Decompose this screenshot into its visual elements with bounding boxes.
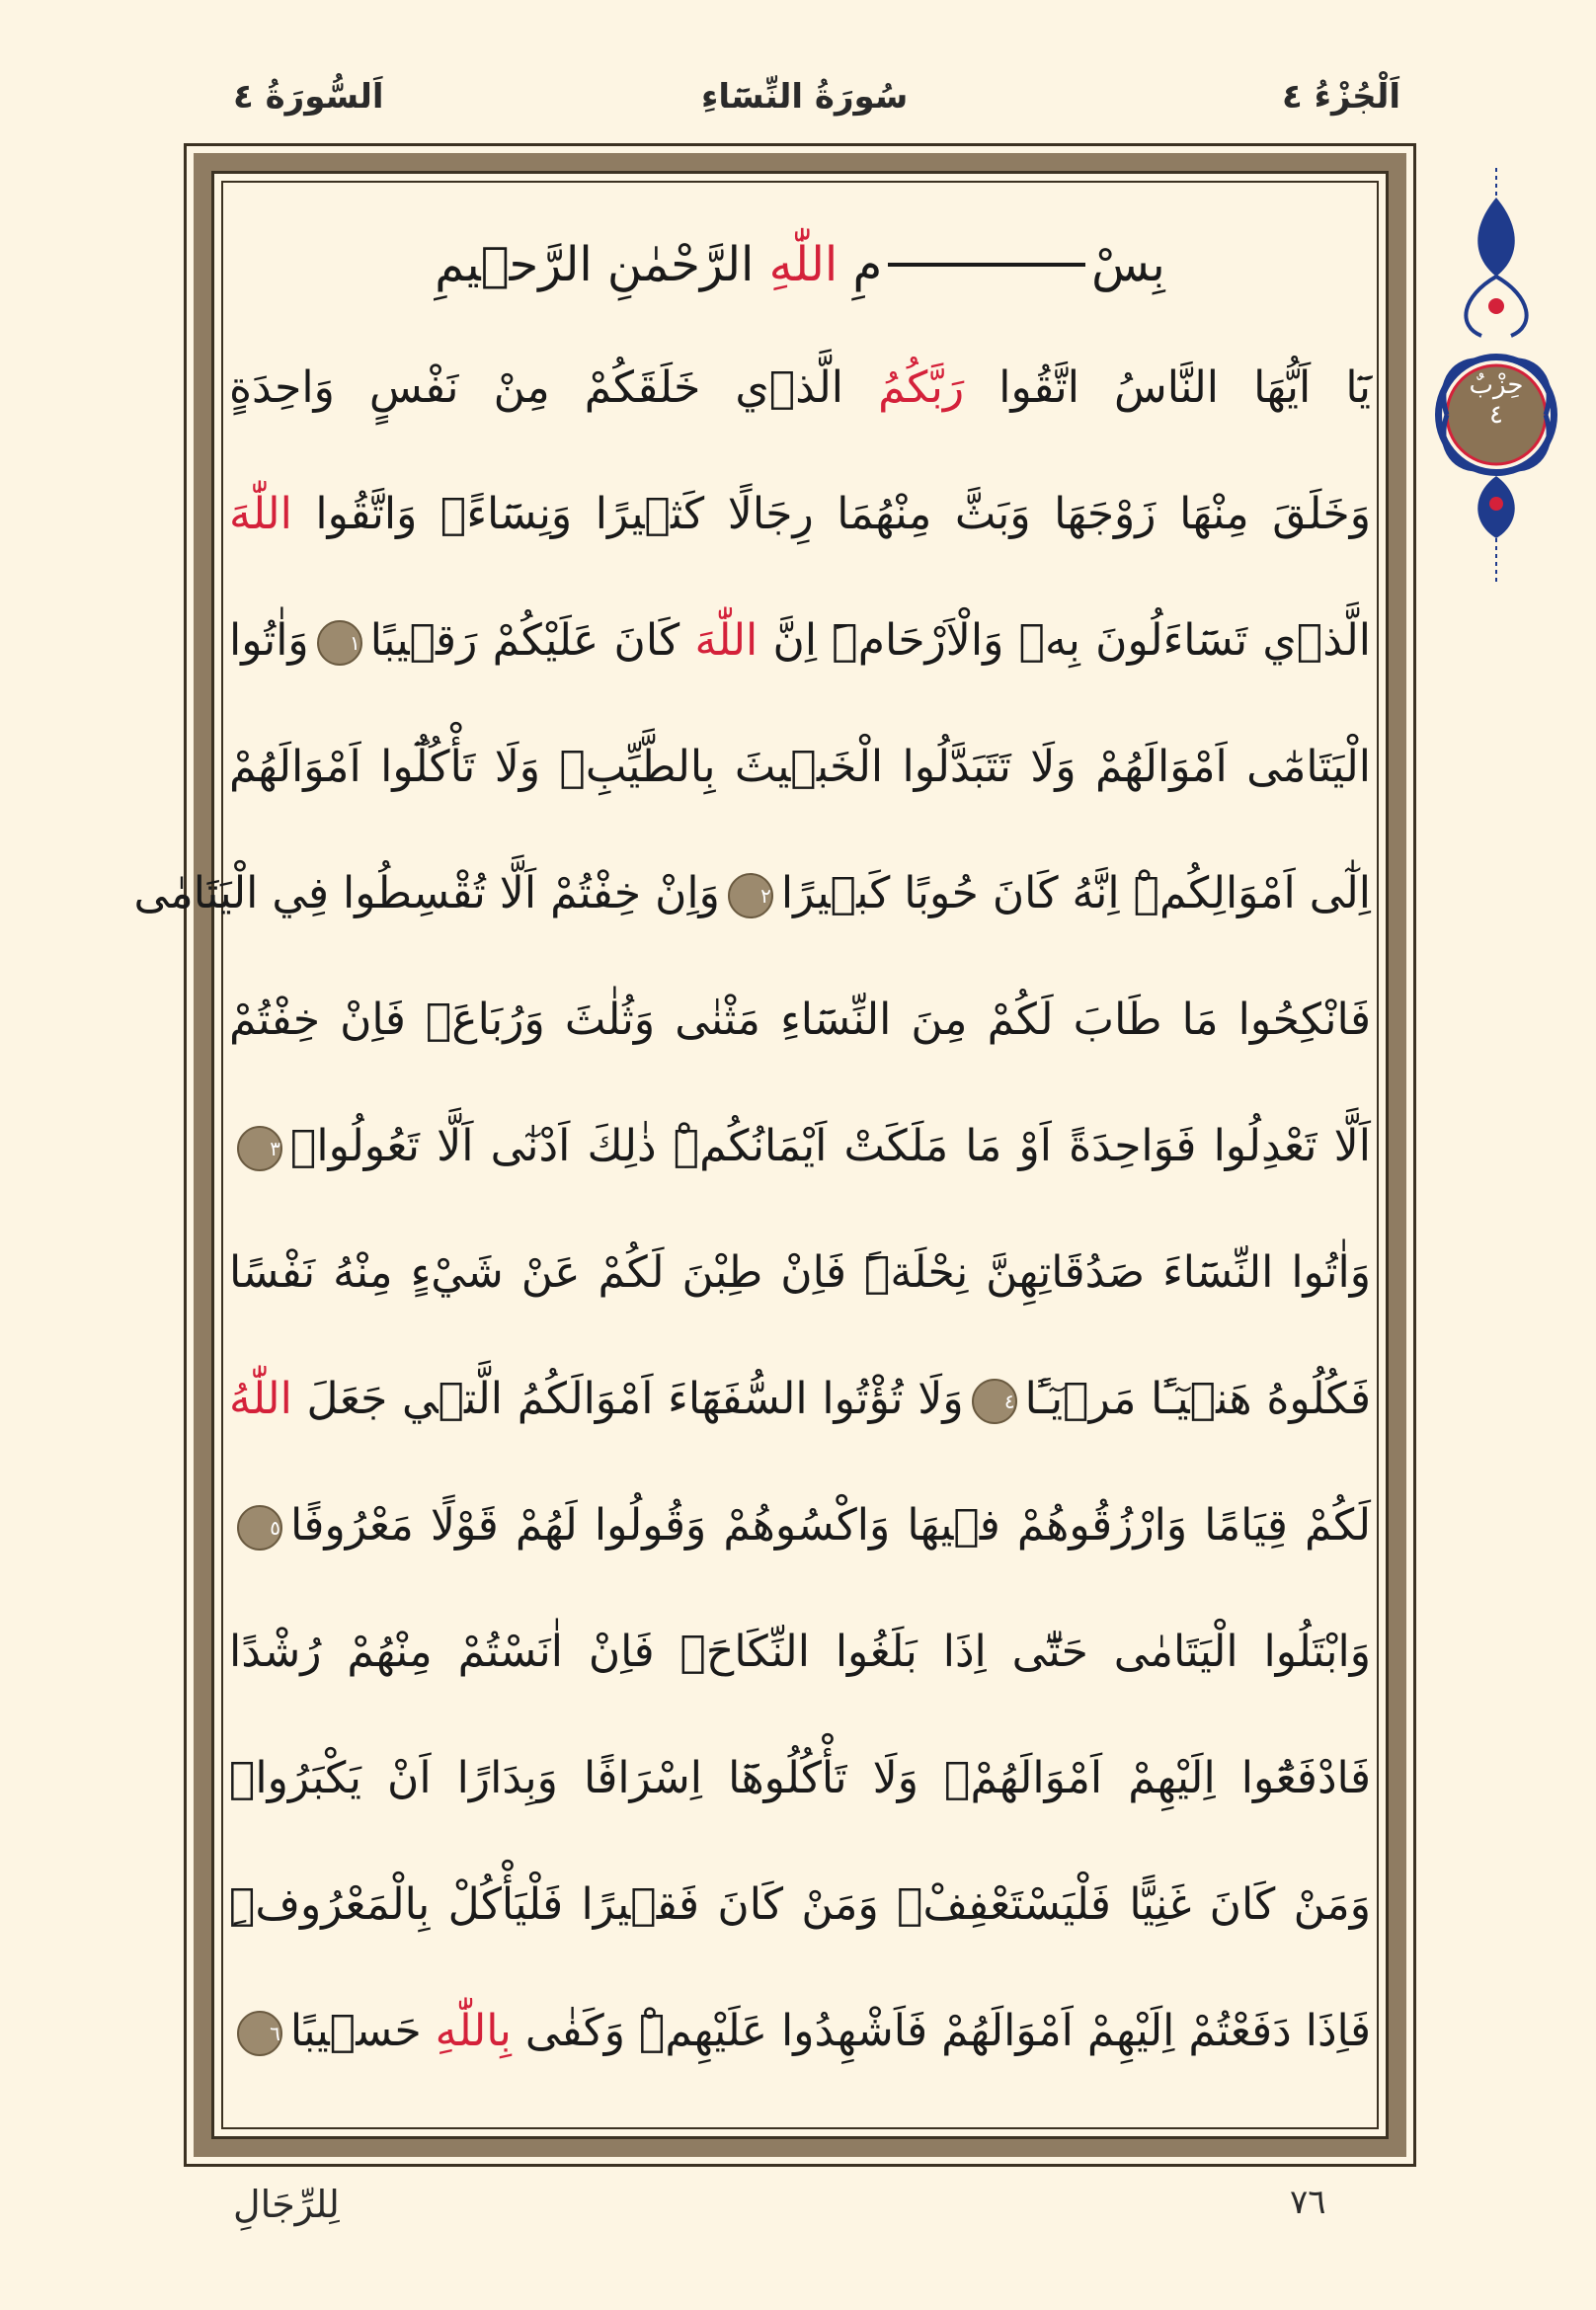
verse-text: اِلٰٓى اَمْوَالِكُمْۜ اِنَّهُ كَانَ حُوبًا كَب۪يرًا: [780, 867, 1371, 918]
basmala-line: [229, 203, 1371, 326]
catchword: لِلرِّجَالِ: [233, 2183, 340, 2226]
verse-text: حَس۪يبًا: [289, 2005, 436, 2056]
divine-name: اللّٰهَ: [694, 614, 758, 666]
verse-text: فَانْكِحُوا مَا طَابَ لَكُمْ مِنَ النِّسَٓاءِ مَثْنٰى وَثُلٰثَ وَرُبَاعَۚ فَاِنْ خِفْتُمْ: [229, 994, 1371, 1045]
divine-name: بِاللّٰهِ: [435, 2005, 512, 2056]
verse-line: [229, 705, 1371, 828]
basmala-part3: الرَّحْمٰنِ الرَّح۪يمِ: [435, 237, 755, 292]
verse-text: وَمَنْ كَانَ غَنِيًّا فَلْيَسْتَعْفِفْۚ وَمَنْ كَانَ فَق۪يرًا فَلْيَأْكُلْ بِالْمَعْرُوفِۜ: [229, 1878, 1371, 1930]
basmala-part1: بِسْ: [1091, 237, 1165, 292]
verse-text: فَاِذَا دَفَعْتُمْ اِلَيْهِمْ اَمْوَالَهُمْ فَاَشْهِدُوا عَلَيْهِمْۜ وَكَفٰى: [511, 2005, 1371, 2056]
basmala-part2: مِ: [852, 237, 883, 292]
ayah-number-marker: ٥: [237, 1505, 282, 1551]
basmala-stroke: [888, 263, 1085, 267]
verse-line: [229, 958, 1371, 1080]
verse-line: [229, 1211, 1371, 1333]
verse-line: [229, 1337, 1371, 1460]
ayah-number-marker: ٤: [972, 1379, 1017, 1424]
verse-line-text: [229, 995, 1371, 1045]
hizb-label-text: حِزْبٌ: [1469, 370, 1524, 400]
verse-text: فَكُلُوهُ هَن۪يٓـًٔا مَر۪يٓـًٔا: [1024, 1373, 1371, 1424]
ayah-number-marker: ٣: [237, 1126, 282, 1171]
juz-label: اَلْجُزْءُ ٤: [1282, 77, 1401, 117]
divine-name: اللّٰهُ: [229, 1373, 292, 1424]
verse-line-text: [229, 1879, 1371, 1930]
verse-text: الْيَتَامٰٓى اَمْوَالَهُمْ وَلَا تَتَبَدَّلُوا الْخَب۪يثَ بِالطَّيِّبِۖ وَلَا تَأْكُلُٓوا اَمْوَالَهُمْ: [229, 741, 1371, 792]
verse-text: وَلَا تُؤْتُوا السُّفَهَٓاءَ اَمْوَالَكُمُ الَّت۪ي جَعَلَ: [291, 1373, 964, 1424]
verse-line: [133, 832, 1371, 954]
verse-line-text: [229, 362, 1371, 413]
verse-line-text: [134, 868, 1372, 918]
verse-line: [229, 452, 1371, 575]
verse-line: [229, 579, 1371, 701]
verse-text: وَابْتَلُوا الْيَتَامٰى حَتّٰٓى اِذَا بَلَغُوا النِّكَاحَۚ فَاِنْ اٰنَسْتُمْ مِنْهُمْ رُشْدًا: [229, 1626, 1371, 1677]
verse-text: وَخَلَقَ مِنْهَا زَوْجَهَا وَبَثَّ مِنْهُمَا رِجَالًا كَث۪يرًا وَنِسَٓاءًۚ وَاتَّقُوا: [291, 488, 1371, 539]
verse-line-text: [229, 742, 1371, 792]
verse-text: لَكُمْ قِيَامًا وَارْزُقُوهُمْ ف۪يهَا وَاكْسُوهُمْ وَقُولُوا لَهُمْ قَوْلًا مَعْرُوفًا: [290, 1499, 1371, 1551]
verse-line: [229, 1969, 1371, 2092]
verse-text: اَلَّا تَعْدِلُوا فَوَاحِدَةً اَوْ مَا مَلَكَتْ اَيْمَانُكُمْۜ ذٰلِكَ اَدْنٰٓى اَلَّا تَعُولُواۜ: [290, 1120, 1371, 1171]
verse-line-text: [229, 1247, 1371, 1298]
verse-line-text: [229, 489, 1371, 539]
surah-title: سُورَةُ النِّسَٓاءِ: [701, 77, 909, 117]
verse-line-text: [229, 1121, 1371, 1171]
verse-line-text: [229, 1753, 1371, 1803]
divine-name: اللّٰهَ: [229, 488, 292, 539]
verse-text: كَانَ عَلَيْكُمْ رَق۪يبًا: [369, 614, 695, 666]
verse-text: وَاٰتُوا: [229, 614, 309, 666]
surah-number-label: اَلسُّورَةُ ٤: [233, 77, 384, 117]
verse-line: [229, 1716, 1371, 1839]
verse-line-text: [229, 2006, 1371, 2056]
ayah-number-marker: ١: [317, 620, 362, 666]
verse-line: [229, 1464, 1371, 1586]
verse-line: [229, 1590, 1371, 1713]
verse-text: الَّذ۪ي تَسَٓاءَلُونَ بِه۪ وَالْاَرْحَامَۜ اِنَّ: [758, 614, 1371, 666]
verse-text: الَّذ۪ي خَلَقَكُمْ مِنْ نَفْسٍ وَاحِدَةٍ: [229, 361, 879, 413]
verse-line-text: [229, 1374, 1371, 1424]
quran-text-area: [133, 203, 1372, 2110]
verse-text: فَادْفَعُٓوا اِلَيْهِمْ اَمْوَالَهُمْۚ وَلَا تَأْكُلُوهَٓا اِسْرَافًا وَبِدَارًا اَنْ يَكْبَرُواۜ: [229, 1752, 1371, 1803]
verse-text: وَاٰتُوا النِّسَٓاءَ صَدُقَاتِهِنَّ نِحْلَةًۜ فَاِنْ طِبْنَ لَكُمْ عَنْ شَيْءٍ مِنْهُ نَفْسًا: [229, 1246, 1371, 1298]
ayah-number-marker: ٢: [728, 873, 773, 918]
verse-line: [229, 326, 1371, 448]
verse-line-text: [229, 1500, 1371, 1551]
verse-line-text: [229, 615, 1371, 666]
verse-text: يَٓا اَيُّهَا النَّاسُ اتَّقُوا: [964, 361, 1372, 413]
hizb-marker: [1462, 370, 1531, 430]
ayah-number-marker: ٦: [237, 2011, 282, 2056]
verse-line-text: [229, 1627, 1371, 1677]
verse-line: [229, 1084, 1371, 1207]
basmala-divine-name: اللّٰهِ: [768, 237, 838, 292]
verse-line: [229, 1843, 1371, 1965]
divine-name: رَبَّكُمُ: [878, 361, 965, 413]
page-number: ٧٦: [1290, 2183, 1326, 2222]
verse-text: وَاِنْ خِفْتُمْ اَلَّا تُقْسِطُوا فِي الْيَتَامٰى: [133, 867, 720, 918]
hizb-number: ٤: [1489, 400, 1503, 430]
